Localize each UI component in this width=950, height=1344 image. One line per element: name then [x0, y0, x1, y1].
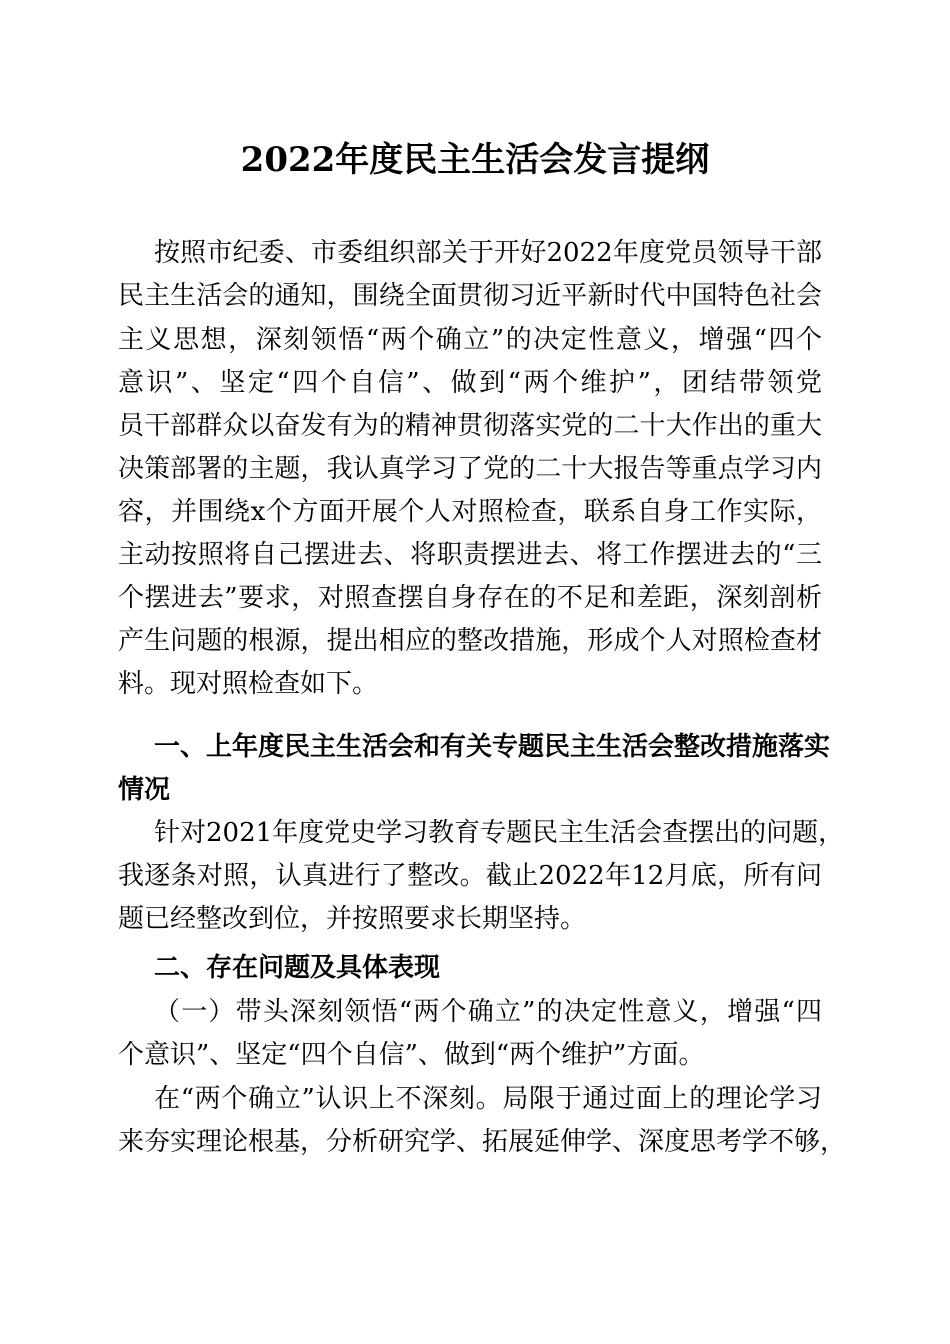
text-line: 容，并围绕x个方面开展个人对照检查，联系自身工作实际，: [118, 497, 822, 527]
section-heading: 二、存在问题及具体表现: [154, 953, 441, 983]
subsection-heading: （一）带头深刻领悟“两个确立”的决定性意义，增强“四: [154, 997, 822, 1027]
text-line: 产生问题的根源，提出相应的整改措施，形成个人对照检查材: [118, 626, 822, 656]
text-line: 决策部署的主题，我认真学习了党的二十大报告等重点学习内: [118, 454, 822, 484]
text-line: 个摆进去”要求，对照查摆自身存在的不足和差距，深刻剖析: [118, 583, 822, 613]
section-heading: 一、上年度民主生活会和有关专题民主生活会整改措施落实: [154, 732, 831, 762]
text-line: 题已经整改到位，并按照要求长期坚持。: [118, 904, 587, 934]
text-line: 员干部群众以奋发有为的精神贯彻落实党的二十大作出的重大: [118, 411, 822, 441]
text-line: 针对2021年度党史学习教育专题民主生活会查摆出的问题，: [154, 818, 845, 848]
text-line: 来夯实理论根基，分析研究学、拓展延伸学、深度思考学不够，: [118, 1127, 847, 1157]
text-line: 料。现对照检查如下。: [118, 669, 379, 699]
document-title: 2022年度民主生活会发言提纲: [240, 140, 710, 180]
section-heading: 情况: [118, 775, 171, 805]
text-line: 按照市纪委、市委组织部关于开好2022年度党员领导干部: [154, 238, 822, 268]
text-line: 我逐条对照，认真进行了整改。截止2022年12月底，所有问: [118, 861, 822, 891]
text-line: 主义思想，深刻领悟“两个确立”的决定性意义，增强“四个: [118, 325, 822, 355]
subsection-heading: 个意识”、坚定“四个自信”、做到“两个维护”方面。: [118, 1040, 705, 1070]
text-line: 民主生活会的通知，围绕全面贯彻习近平新时代中国特色社会: [118, 281, 822, 311]
text-line: 意识”、坚定“四个自信”、做到“两个维护”，团结带领党: [118, 368, 822, 398]
text-line: 在“两个确立”认识上不深刻。局限于通过面上的理论学习: [154, 1084, 822, 1114]
text-line: 主动按照将自己摆进去、将职责摆进去、将工作摆进去的“三: [118, 540, 822, 570]
